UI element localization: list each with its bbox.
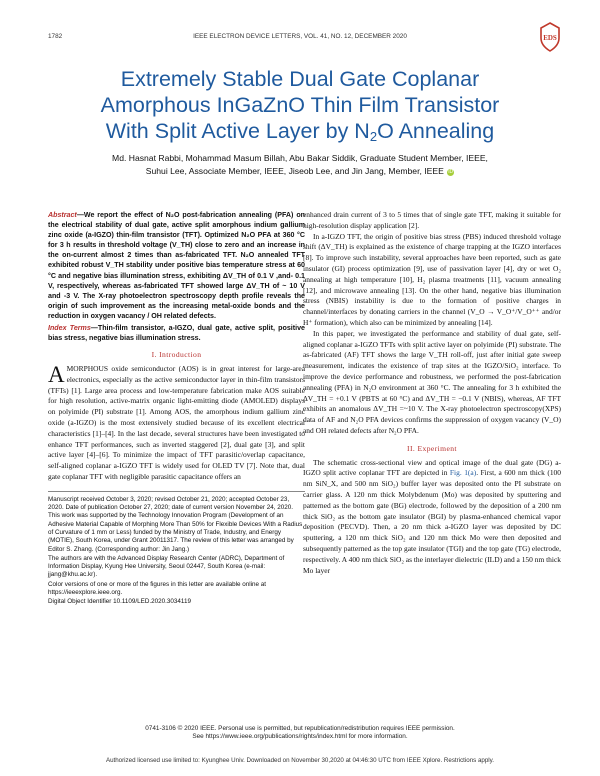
drop-cap: A <box>48 362 65 388</box>
footnote-doi[interactable]: Digital Object Identifier 10.1109/LED.2020.3034119 <box>48 598 191 606</box>
footnote-affiliation: The authors are with the Advanced Display Research Center (ADRC), Department of Information Display, Kyung Hee University, Seoul 02447, South Korea (e-mail: jjang@khu.ac.kr). <box>48 554 285 579</box>
paragraph: In a-IGZO TFT, the origin of positive bias stress (PBS) induced threshold voltage shift (ΔV_TH) is explained as the existence of charge trapping at the IGZO interfaces [8]. To improve such instability, several approaches have been reported, such as gate insulator (GI) process optimization [9], use of passivation layer [4], dry or wet O₂ annealing at high temperature [10], H₂ plasma treatments [11], vacuum annealing [12], and microwave annealing [13]. On the other hand, negative bias illumination stress (NBIS) instability is due to the formation of positive charges in channel/interfaces by donating carriers in the channel (V_O → V_O⁺/V_O⁺⁺ and/or H⁺ formation), which also can be minimized by annealing [14]. <box>303 231 561 327</box>
page-number: 1782 <box>48 33 63 40</box>
eds-logo <box>538 22 562 52</box>
license-footer: Authorized licensed use limited to: Kyunghee Univ. Downloaded on November 30,2020 at 04:46:30 UTC from IEEE Xplore. Restrictions apply. <box>105 757 495 764</box>
section-heading-experiment: II. Experiment <box>407 443 457 453</box>
right-column <box>303 210 561 576</box>
section-heading-introduction: I. Introduction <box>151 350 202 360</box>
author-list <box>44 152 556 178</box>
index-terms: Index Terms—Thin-film transistor, a-IGZO, dual gate, active split, positive bias stress, negative bias illumination stress. <box>48 324 305 343</box>
left-column <box>48 210 305 608</box>
orcid-icon[interactable]: iD <box>448 169 454 175</box>
authors-line-2: Suhui Lee, Associate Member, IEEE, Jiseob Lee, and Jin Jang, Member, IEEE iD <box>145 166 454 176</box>
footnotes <box>48 491 305 607</box>
intro-paragraph: AMORPHOUS oxide semiconductor (AOS) is in great interest for large-area electronics, especially as the active semiconductor layer in thin-film transistors (TFTs) [1]. Large area process and low-temperature fabrication make AOS suitable for high resolution, active-matrix organic light-emitting diode (AMOLED) displays on polyimide (PI) substrate [1]. Among AOS, the amorphous indium gallium zinc oxide (a-IGZO) is the most extensively studied because of its excellent electrical characteristics [1]–[4]. In the last decade, several structures have been investigated to enhance TFT performances, such as inverted staggered [2], dual gate [3], and split active layer [4]–[6]. To minimize the impact of TFT parasitic/overlap capacitance, self-aligned coplanar a-IGZO TFT is widely used for OLED TV [7]. Note that, dual gate coplanar TFT with negligible parasitic capacitance offers an <box>48 362 305 481</box>
paragraph: enhanced drain current of 3 to 5 times that of single gate TFT, making it suitable for high-resolution display application [2]. <box>303 210 561 230</box>
abstract: Abstract—We report the effect of N₂O post-fabrication annealing (PFA) on the electrical stability of dual gate, active split amorphous indium gallium zinc oxide (a-IGZO) thin-film transistor (TFT). Optimized N₂O PFA at 360 °C for 3 h results in threshold voltage (V_TH) close to zero and an increase in the on-current almost 2 times than as-fabricated TFT. N₂O annealed TFT exhibited robust V_TH stability under positive bias temperature stress at 60 °C and negative bias illumination stress, exhibiting ΔV_TH of 0.1 V ,and- 0.1 V, respectively, whereas as-fabricated TFT showed large ΔV_TH of ~ 10 V and -3 V. The X-ray photoelectron spectroscopy depth profile reveals the origin of such improvement as the increasing metal-oxide bonds and the reduction in oxygen vacancy / OH related defects. <box>48 211 305 320</box>
footnote-manuscript: Manuscript received October 3, 2020; revised October 21, 2020; accepted October 23, 2020. Date of publication October 27, 2020; date of current version November 24, 2020. This work was supported by the Technology Innovation Program (Development of an Adhesive Material Capable of Morphing More Than 50% for Flexible Devices With a Radius of Curvature of 1 mm or Less) funded by the Ministry of Trade, Industry, and Energy (MOTIE), South Korea, under Grant 20011317. The review of this letter was arranged by Editor S. Zhang. (Corresponding author: Jin Jang.) <box>48 495 303 553</box>
paragraph: The schematic cross-sectional view and optical image of the dual gate (DG) a-IGZO split active coplanar TFT are depicted in Fig. 1(a). First, a 600 nm thick (100 nm SiN_X, and 500 nm SiO₂) buffer layer was deposited onto the PI substrate on carrier glass. A 120 nm thick Molybdenum (Mo) was deposited by sputtering and patterned as the bottom gate (BG) electrode, followed by the deposition of a 200 nm thick SiO₂ as the bottom gate insulator (BGI) by plasma-enhanced chemical vapor deposition (PECVD). Then, a 20 nm thick a-IGZO layer was deposited by DC sputtering, a 120 nm thick SiO₂ and 120 nm thick Mo were then deposited and subsequently patterned as the top gate insulator (TGI) and the top gate (TG) electrode, respectively. A 400 nm thick SiO₂ as the interlayer dielectric (ILD) and a 150 nm thick Mo layer <box>303 457 561 575</box>
footnote-color: Color versions of one or more of the figures in this letter are available online at https://ieeexplore.ieee.org. <box>48 580 267 597</box>
paragraph: In this paper, we investigated the performance and stability of dual gate, self-aligned coplanar a-IGZO TFTs with split active layer on polyimide (PI) substrate. The as-fabricated (AF) TFT shows the large V_TH roll-off, just after initial gate sweep measurement, indicates the existence of trap sites at the IGZO/SiO₂ interface. To improve the device performance and robustness, we performed the post-fabrication annealing (PFA) in N₂O environment at 360 °C. The annealing for 3 h exhibited the ΔV_TH = +0.1 V (PBTS at 60 °C) and ΔV_TH = −0.1 V (NBIS), whereas, AF TFT exhibits an anomalous ΔV_TH =~10 V. The X-ray photoelectron spectroscopy(XPS) data of AF and N₂O PFA devices confirms the suppression of oxygen vacancy (V_O) and OH related defects after N₂O PFA. <box>303 328 561 435</box>
figure-link[interactable]: Fig. 1(a) <box>449 468 477 478</box>
svg-text:EDS: EDS <box>543 34 557 42</box>
authors-line-1: Md. Hasnat Rabbi, Mohammad Masum Billah, Abu Bakar Siddik, Graduate Student Member, IEEE, <box>112 153 488 163</box>
copyright-notice: 0741-3106 © 2020 IEEE. Personal use is permitted, but republication/redistribution requires IEEE permission. See https://www.ieee.org/publications/rights/index.html for more information. <box>145 725 455 741</box>
paper-title: Extremely Stable Dual Gate Coplanar Amorphous InGaZnO Thin Film Transistor With Split Active Layer by $N_2O$ Annealing <box>100 67 500 144</box>
journal-title: IEEE ELECTRON DEVICE LETTERS, VOL. 41, NO. 12, DECEMBER 2020 <box>193 33 407 40</box>
